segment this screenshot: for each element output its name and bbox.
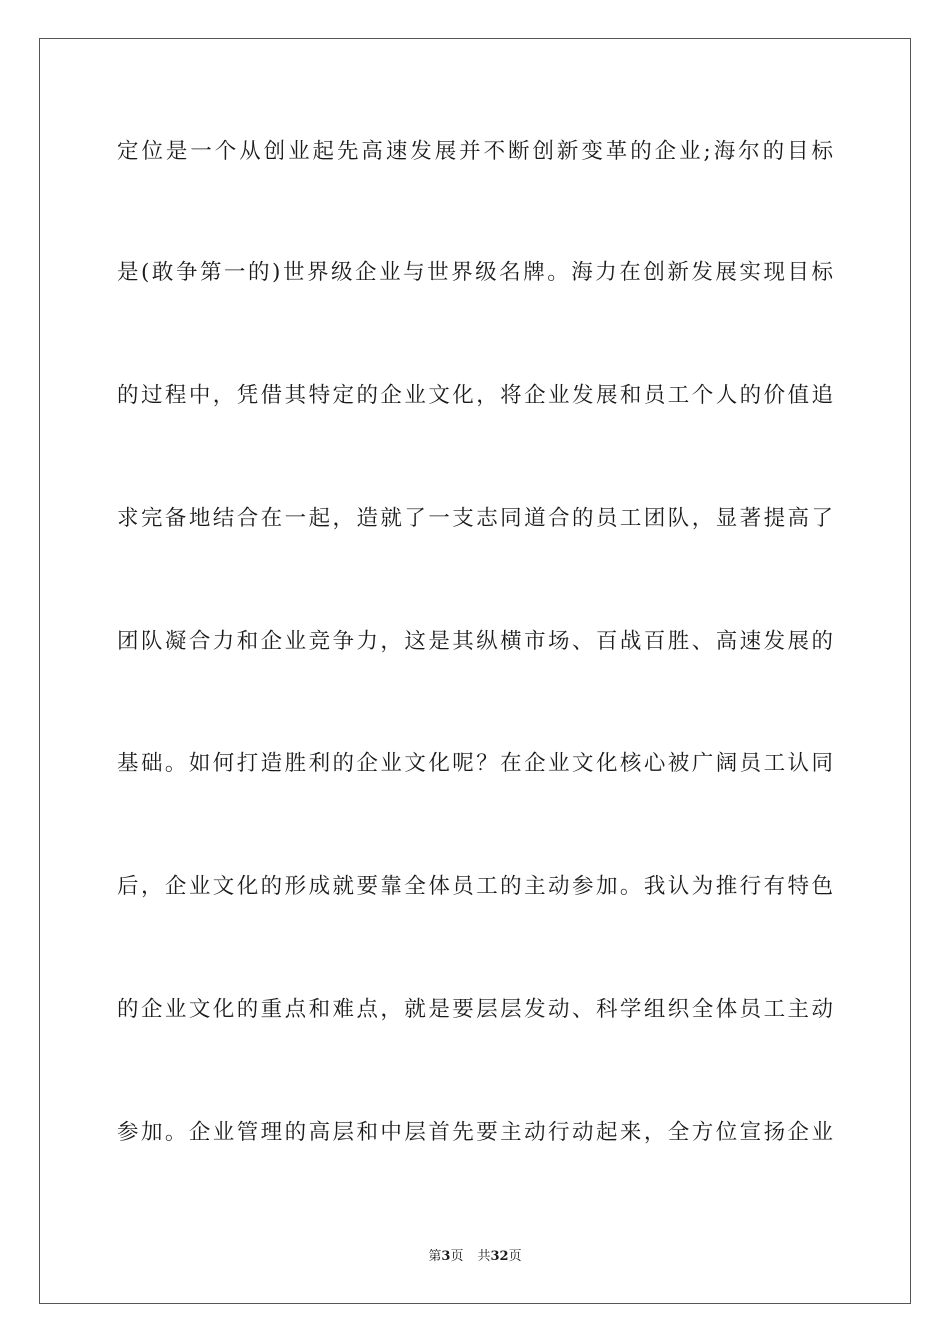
body-text-line-5: 团队凝合力和企业竞争力，这是其纵横市场、百战百胜、高速发展的 xyxy=(117,629,833,654)
page-prefix: 第 xyxy=(428,1249,442,1264)
page-border xyxy=(39,38,911,1304)
total-suffix: 页 xyxy=(508,1249,522,1264)
body-text-line-8: 的企业文化的重点和难点，就是要层层发动、科学组织全体员工主动 xyxy=(117,997,833,1022)
body-text-line-7: 后，企业文化的形成就要靠全体员工的主动参加。我认为推行有特色 xyxy=(117,874,833,899)
body-text-line-1: 定位是一个从创业起先高速发展并不断创新变革的企业;海尔的目标 xyxy=(117,139,833,164)
total-pages: 32 xyxy=(490,1249,509,1264)
body-text-line-9: 参加。企业管理的高层和中层首先要主动行动起来，全方位宣扬企业 xyxy=(117,1120,833,1145)
body-text-line-2: 是(敢争第一的)世界级企业与世界级名牌。海力在创新发展实现目标 xyxy=(117,260,833,285)
body-text-line-4: 求完备地结合在一起，造就了一支志同道合的员工团队，显著提高了 xyxy=(117,506,833,531)
total-prefix: 共 xyxy=(477,1249,491,1264)
page-suffix: 页 xyxy=(450,1249,464,1264)
page-footer xyxy=(0,1248,950,1266)
body-text-line-6: 基础。如何打造胜利的企业文化呢？在企业文化核心被广阔员工认同 xyxy=(117,751,833,776)
page-number: 3 xyxy=(441,1249,451,1264)
body-text-line-3: 的过程中，凭借其特定的企业文化，将企业发展和员工个人的价值追 xyxy=(117,383,833,408)
